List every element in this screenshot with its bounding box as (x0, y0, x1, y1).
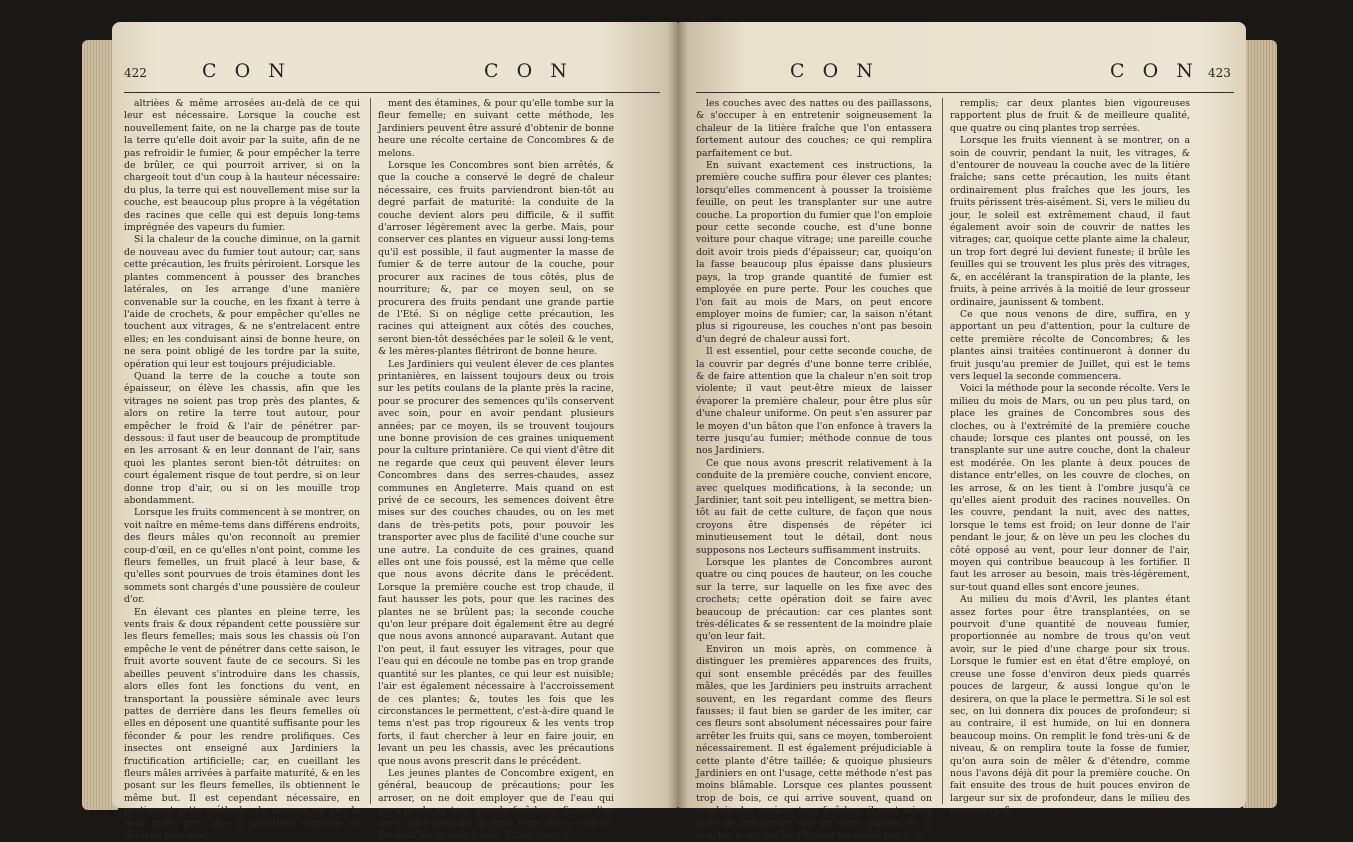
column-divider (370, 98, 371, 804)
paragraph: Ce que nous avons prescrit relativement à la conduite de la première couche, convient encore, avec quelques modifications, à la seconde; un Jardinier, tant soit peu intelligent, se mettra bien-tôt au fait de cette culture, de façon que nous croyons être dispensés de répéter ici minutieusement tout le détail, dont nous supposons nos Lecteurs suffisamment instruits. (696, 457, 932, 556)
paragraph: altrièes & même arrosées au-delà de ce qui leur est nécessaire. Lorsque la couche est nouvellement faite, on ne la charge pas de toute la terre qu'elle doit avoir par la suite, afin de ne pas refroidir le fumier, & pour empêcher la terre de brûler, ce qui pourroit arriver, si on la chargeoit tout d'un coup à la hauteur nécessaire: du plus, la terre qui est nouvellement mise sur la couche, est beaucoup plus propre à la végétation des racines que celle qui est depuis long-tems imprégnée des vapeurs du fumier. (124, 98, 360, 234)
left-column-2 (378, 98, 614, 841)
page-number-right: 423 (1208, 66, 1231, 80)
head-rule (696, 92, 1234, 93)
left-page (112, 22, 678, 841)
right-column-2 (950, 98, 1190, 817)
paragraph: Les Jardiniers qui veulent élever de ces plantes printanières, en laissent toujours deux ou trois sur les petits coulans de la plante près la racine, pour se procurer des semences qu'ils conservent avec soin, pour en avoir pendant plusieurs années; par ce moyen, ils se trouvent toujours une bonne provision de ces graines uniquement pour la culture printanière. Ce qui vient d'être dit ne regarde que ceux qui peuvent élever leurs Concombres dans des serres-chaudes, assez communes en Angleterre. Mais quand on est privé de ce secours, les semences doivent être mises sur des couches chaudes, ou on les met dans de très-petits pots, pour pouvoir les transporter avec plus de facilité d'une couche sur une autre. La conduite de ces graines, quand elles ont une fois poussé, est la même que celle que nous avons décrite dans le précédent. Lorsque la première couche est trop chaude, il faut hausser les pots, pour que les racines des plantes ne se brûlent pas; la seconde couche qu'on leur prépare doit également être au degré que nous avons annoncé auparavant. Autant que l'on peut, il faut essuyer les vitrages, pour que l'eau qui en découle ne tombe pas en trop grande quantité sur les plantes, ce qui leur est nuisible; l'air est également nécessaire à l'accroissement de ces plantes; &, toutes les fois que les circonstances le permettent, c'est-à-dire quand le tems n'est pas trop rigoureux & les vents trop forts, il faut chercher à leur en faire jouir, en levant un peu les chassis, avec les précautions que nous avons prescrit dans le précédent. (378, 358, 614, 767)
running-head-left-2: C O N (484, 60, 573, 82)
paragraph: remplis; car deux plantes bien vigoureuses rapportent plus de fruit & de meilleure qualité, que quatre ou cinq plantes trop serrées. (950, 98, 1190, 134)
paragraph: Lorsque les plantes de Concombres auront quatre ou cinq pouces de hauteur, on les couche sur la terre, sur laquelle on les fixe avec des crochets; cette opération doit se faire avec beaucoup de précaution: car ces plantes sont très-délicates & se ressentent de la moindre plaie qu'on leur fait. (696, 557, 932, 643)
paragraph: En élevant ces plantes en pleine terre, les vents frais & doux répandent cette poussière sur les fleurs femelles; mais sous les chassis où l'on empêche le vent de pénétrer dans cette saison, le fruit avorte souvent faute de ce secours. Si les abeilles peuvent s'introduire dans les chassis, alors elles font les fonctions du vent, en transportant la poussière séminale avec leurs pattes de derrière dans les fleurs femelles où elles en déposent une quantité suffisante pour les féconder & pour les rendre prolifiques. Ces insectes ont enseigné aux Jardiniers la fructification artificielle; car, en cueillant les fleurs mâles arrivées à parfaite maturité, & en les posant sur les fleurs femelles, ils obtiennent le même but. Il est cependant nécessaire, en pratiquant cette méthode, de secouer un peu la fleur mâle, pour que la poussière séminale se détache plus aisé- (124, 606, 360, 841)
paragraph: les couches avec des nattes ou des paillassons, & s'occuper à en entretenir soigneusement la chaleur de la litière fraîche que l'on entassera fortement autour des couches; ce qui remplira parfaitement ce but. (696, 98, 932, 159)
paragraph: ment des étamines, & pour qu'elle tombe sur la fleur femelle; en suivant cette méthode, les Jardiniers peuvent être assuré d'obtenir de bonne heure une récolte certaine de Concombres & de melons. (378, 98, 614, 159)
paragraph: Si la chaleur de la couche diminue, on la garnit de nouveau avec du fumier tout autour; car, sans cette précaution, les fruits périroient. Lorsque les plantes commencent à pousser des branches latérales, on les arrange d'une manière convenable sur la couche, en les fixant à terre à l'aide de crochets, & pour empêcher qu'elles ne touchent aux vitrages, & ne s'entrelacent entre elles; en les conduisant ainsi de bonne heure, on ne sera point obligé de les tordre par la suite, opération qui leur est toujours préjudiciable. (124, 234, 360, 370)
running-head-left-1: C O N (202, 60, 291, 82)
paragraph: Lorsque les Concombres sont bien arrêtés, & que la couche a conservé le degré de chaleur nécessaire, ces fruits parviendront bien-tôt au degré parfait de maturité: la conduite de la couche devient alors peu difficile, & il suffit d'arroser légèrement avec la gerbe. Mais, pour conserver ces plantes en vigueur aussi long-tems qu'il est possible, il faut augmenter la masse de fumier & de terre autour de la couche, pour procurer aux racines de tous côtés, plus de nourriture; &, par ce moyen seul, on se procurera des fruits pendant une grande partie de l'Eté. Si on néglige cette précaution, les racines qui atteignent aux côtés des couches, seront bien-tôt desséchées par le soleil & le vent, & les mères-plantes flétriront de bonne heure. (378, 160, 614, 358)
page-number-left: 422 (124, 66, 147, 80)
left-column-1 (124, 98, 360, 841)
paragraph: Il est essentiel, pour cette seconde couche, de la couvrir par degrés d'une bonne terre criblée, & de faire attention que la chaleur n'en soit trop violente; il vaut peut-être mieux de laisser évaporer la première chaleur, pour être plus sûr d'une chaleur uniforme. On peut s'en assurer par le moyen d'un bâton que l'on enfonce à travers la terre jusqu'au fumier; méthode connue de tous nos Jardiniers. (696, 346, 932, 457)
paragraph: Quand la terre de la couche a toute son épaisseur, on élève les chassis, afin que les vitrages ne soient pas trop près des plantes, & alors on retire la terre tout autour, pour empêcher le froid & l'air de pénétrer par-dessous: il faut user de beaucoup de promptitude en les arrosant & en leur donnant de l'air, sans quoi les plantes seront bien-tôt détruites: on court également risque de tout perdre, si on leur donne trop d'air, ou si on les mouille trop abondamment. (124, 370, 360, 506)
head-rule (124, 92, 660, 93)
running-head-right-2: C O N (1110, 60, 1199, 82)
paragraph: En suivant exactement ces instructions, la première couche suffira pour élever ces plantes; lorsqu'elles commencent à pousser la troisième feuille, on peut les transplanter sur une autre couche. La proportion du fumier que l'on emploie pour cette seconde couche, est d'une bonne voiture pour chaque vitrage; une pareille couche doit avoir trois pieds d'épaisseur; car, quoiqu'on la fasse beaucoup plus épaisse dans plusieurs pays, la trop grande quantité de fumier est employée en pure perte. Pour les couches que l'on fait au mois de Mars, on peut encore employer moins de fumier; car, la saison n'étant plus si rigoureuse, les couches n'ont pas besoin d'un degré de chaleur aussi fort. (696, 160, 932, 345)
paragraph: Voici la méthode pour la seconde récolte. Vers le milieu du mois de Mars, ou un peu plus tard, on place les graines de Concombres sous des cloches, ou à l'extrémité de la première couche chaude; lorsque ces plantes ont poussé, on les transplante sur une autre couche, dont la chaleur est modérée. On les plante à deux pouces de distance entr'elles, on les couvre de cloches, on les arrose, & on les tient à l'ombre jusqu'à ce qu'elles aient produit des racines nouvelles. On les couvre, pendant la nuit, avec des nattes, lorsque le tems est froid; on leur donne de l'air pendant le jour, & on lève un peu les cloches du côté opposé au vent, pour leur donner de l'air, moyen qui contribue beaucoup à les fortifier. Il faut les arroser au besoin, mais très-légèrement, sur-tout quand elles sont encore jeunes. (950, 383, 1190, 593)
running-head-right-1: C O N (790, 60, 879, 82)
paragraph: Ce que nous venons de dire, suffira, en y apportant un peu d'attention, pour la culture de cette première récolte de Concombres; & les plantes ainsi traitées continueront à donner du fruit jusqu'au premier de Juillet, qui est le tems vers lequel la seconde commencera. (950, 308, 1190, 382)
paragraph: Environ un mois après, on commence à distinguer les premières apparences des fruits, qui sont ensemble précédés par des feuilles mâles, que les Jardiniers peu instruits arrachent souvent, en les regardant comme des fleurs fausses; il faut bien se garder de les imiter, car ces fleurs sont absolument nécessaires pour faire arrêter les fruits qui, sans ce moyen, tomberoient nécessairement. Il est également préjudiciable à cette plante d'être taillée; & quoique plusieurs Jardiniers en ont l'usage, cette méthode n'est pas moins blâmable. Lorsque ces plantes poussent trop de bois, ce qui arrive souvent, quand on emploie des graines trop fraîches, il vaut mieux alors de retrancher une ou deux plantes de la couche, pour que les vitrages ne soient pas trop (696, 643, 932, 841)
book-gutter (668, 22, 688, 808)
right-page-edges (1243, 40, 1277, 808)
paragraph: Les jeunes plantes de Concombre exigent, en général, beaucoup de précautions; pour les arroser, on ne doit employer que de l'eau qui aura perdu sa trop grande fraîcheur, & que l'on aura placé pendant quelque tems sur la couche. Pendant les grands froids, il faut couvrir (378, 767, 614, 841)
paragraph: Lorsque les fruits commencent à se montrer, on voit naître en même-tems dans différens endroits, des fleurs mâles qu'on reconnoît au premier coup-d'œil, en ce qu'elles n'ont point, comme les fleurs femelles, un fruit placé à leur base, & qu'elles sont pourvues de trois étamines dont les sommets sont chargés d'une poussière de couleur d'or. (124, 507, 360, 606)
paragraph: Au milieu du mois d'Avril, les plantes étant assez fortes pour être transplantées, on se pourvoit d'une quantité de nouveau fumier, proportionnée au nombre de trous qu'on veut avoir, sur le pied d'une charge pour six trous. Lorsque le fumier est en état d'être employé, on creuse une fosse d'environ deux pieds quarrés pouces de largeur, & aussi longue qu'on le desirera, on que la place le permettra. Si le sol est sec, on lui donnera dix pouces de profondeur; si au contraire, il est humide, on lui en donnera beaucoup moins. On remplit le fond très-uni & de niveau, & on remplira toute la fosse de fumier, qu'on aura soin de mêler & d'étendre, comme nous l'avons déjà dit pour la première couche. On fait ensuite des trous de huit pouces environ de largeur sur six de profondeur, dans le milieu des monceaux, & (950, 594, 1190, 817)
paragraph: Lorsque les fruits viennent à se montrer, on a soin de couvrir, pendant la nuit, les vitrages, & d'entourer de nouveau la couche avec de la litière fraîche; sans cette précaution, les nuits étant ordinairement plus fraîches que les jours, les fruits périssent très-aisément. Si, vers le milieu du jour, le soleil est extrêmement chaud, il faut également avoir soin de couvrir de nattes les vitrages; car, quoique cette plante aime la chaleur, un trop fort degré lui devient funeste; il brûle les feuilles qui se trouvent les plus près des vitrages, &, en accélérant la transpiration de la plante, les fruits, à peine arrivés à la moitié de leur grosseur ordinaire, jaunissent & tombent. (950, 135, 1190, 308)
right-page (678, 22, 1246, 841)
column-divider (942, 98, 943, 804)
right-column-1 (696, 98, 932, 841)
